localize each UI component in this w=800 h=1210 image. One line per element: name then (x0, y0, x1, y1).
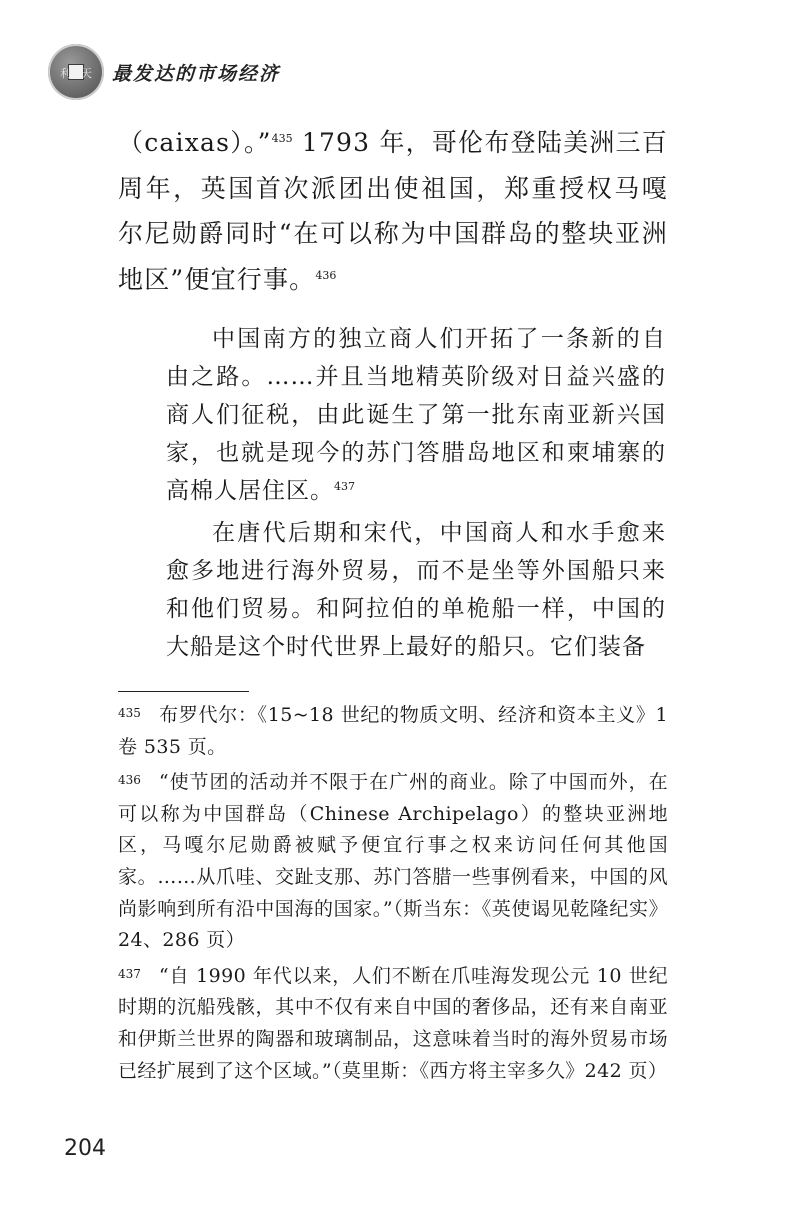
footnotes (118, 700, 668, 1091)
footnote-text: “自 1990 年代以来，人们不断在爪哇海发现公元 10 世纪时期的沉船残骸，其中不仅有来自中国的奢侈品，还有来自南亚和伊斯兰世界的陶器和玻璃制品，这意味着当时的海外贸易市场已经扩展到了这个区域。”（莫里斯：《西方将主宰多久》242 页） (118, 964, 668, 1082)
footnote-text: “使节团的活动并不限于在广州的商业。除了中国而外，在可以称为中国群岛（Chinese Archipelago）的整块亚洲地区，马嘎尔尼勋爵被赋予便宜行事之权来访问任何其他国家。……从爪哇、交趾支那、苏门答腊一些事例看来，中国的风尚影响到所有沿中国海的国家。”（斯当东：《英使谒见乾隆纪实》24、286 页） (118, 771, 668, 952)
main-text-part-1: （caixas）。” (118, 128, 272, 157)
quote-paragraph-1-text: 中国南方的独立商人们开拓了一条新的自由之路。……并且当地精英阶级对日益兴盛的商人们征税，由此诞生了第一批东南亚新兴国家，也就是现今的苏门答腊岛地区和柬埔寨的高棉人居住区。 (166, 326, 666, 504)
quote-paragraph-2: 在唐代后期和宋代，中国商人和水手愈来愈多地进行海外贸易，而不是坐等外国船只来和他们贸易。和阿拉伯的单桅船一样，中国的大船是这个时代世界上最好的船只。它们装备 (166, 520, 666, 660)
quote-paragraph-1 (166, 320, 666, 510)
coin-right-char: 天 (81, 67, 92, 80)
footnote-text: 布罗代尔：《15~18 世纪的物质文明、经济和资本主义》1 卷 535 页。 (118, 704, 668, 758)
footnote-divider (118, 691, 249, 692)
footnote-435 (118, 700, 668, 763)
footnote-436 (118, 767, 668, 957)
footnote-437 (118, 961, 668, 1087)
footnote-number: 435 (118, 706, 141, 720)
footnote-ref-437: 437 (334, 480, 355, 493)
coin-logo-icon (48, 44, 104, 100)
page-header (48, 42, 280, 102)
running-head: 最发达的市场经济 (112, 62, 281, 85)
footnote-number: 436 (118, 773, 141, 788)
main-text-part-2: 1793 年，哥伦布登陆美洲三百周年，英国首次派团出使祖国，郑重授权马嘎尔尼勋爵同时“在可以称为中国群岛的整块亚洲地区”便宜行事。 (118, 128, 668, 294)
coin-left-char: 利 (60, 67, 71, 80)
footnote-number: 437 (118, 966, 141, 981)
page-number: 204 (64, 1136, 106, 1161)
main-paragraph (118, 120, 668, 302)
main-text (118, 120, 668, 302)
footnote-ref-435: 435 (271, 132, 293, 145)
block-quote (166, 320, 666, 666)
footnote-ref-436: 436 (315, 268, 337, 282)
